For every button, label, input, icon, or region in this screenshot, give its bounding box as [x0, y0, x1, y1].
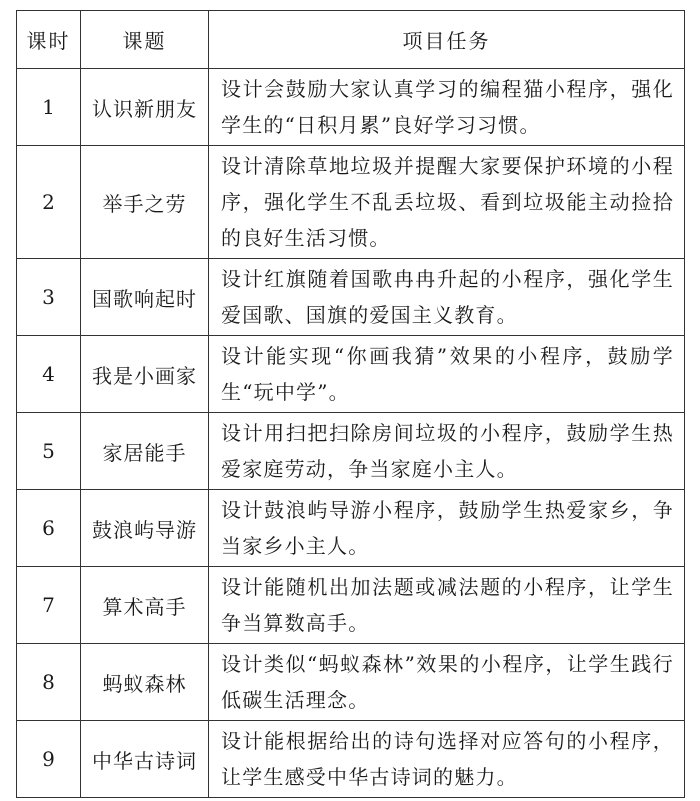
lesson-number: 2: [17, 146, 81, 259]
lesson-topic: 中华古诗词: [81, 721, 209, 798]
lesson-topic: 家居能手: [81, 413, 209, 490]
lesson-topic: 鼓浪屿导游: [81, 490, 209, 567]
lesson-task: 设计类似“蚂蚁森林”效果的小程序，让学生践行低碳生活理念。: [209, 644, 685, 721]
table-row: [17, 567, 685, 644]
lesson-plan-table: [16, 10, 685, 798]
table-row: [17, 490, 685, 567]
table-row: [17, 336, 685, 413]
lesson-task: 设计用扫把扫除房间垃圾的小程序，鼓励学生热爱家庭劳动，争当家庭小主人。: [209, 413, 685, 490]
lesson-task: 设计能根据给出的诗句选择对应答句的小程序，让学生感受中华古诗词的魅力。: [209, 721, 685, 798]
lesson-number: 7: [17, 567, 81, 644]
lesson-number: 5: [17, 413, 81, 490]
lesson-task: 设计红旗随着国歌冉冉升起的小程序，强化学生爱国歌、国旗的爱国主义教育。: [209, 259, 685, 336]
table-row: [17, 721, 685, 798]
lesson-task: 设计会鼓励大家认真学习的编程猫小程序，强化学生的“日积月累”良好学习习惯。: [209, 69, 685, 146]
lesson-task: 设计能实现“你画我猜”效果的小程序，鼓励学生“玩中学”。: [209, 336, 685, 413]
lesson-task: 设计清除草地垃圾并提醒大家要保护环境的小程序，强化学生不乱丢垃圾、看到垃圾能主动捡拾的良好生活习惯。: [209, 146, 685, 259]
table-row: [17, 644, 685, 721]
lesson-topic: 认识新朋友: [81, 69, 209, 146]
lesson-topic: 举手之劳: [81, 146, 209, 259]
lesson-task: 设计能随机出加法题或减法题的小程序，让学生争当算数高手。: [209, 567, 685, 644]
header-lesson: 课时: [17, 11, 81, 69]
lesson-topic: 国歌响起时: [81, 259, 209, 336]
lesson-topic: 我是小画家: [81, 336, 209, 413]
table-header-row: [17, 11, 685, 69]
header-task: 项目任务: [209, 11, 685, 69]
header-topic: 课题: [81, 11, 209, 69]
table-row: [17, 146, 685, 259]
lesson-number: 1: [17, 69, 81, 146]
lesson-number: 3: [17, 259, 81, 336]
lesson-topic: 算术高手: [81, 567, 209, 644]
table-row: [17, 413, 685, 490]
lesson-number: 9: [17, 721, 81, 798]
lesson-task: 设计鼓浪屿导游小程序，鼓励学生热爱家乡，争当家乡小主人。: [209, 490, 685, 567]
lesson-number: 6: [17, 490, 81, 567]
lesson-number: 4: [17, 336, 81, 413]
table-row: [17, 69, 685, 146]
table-row: [17, 259, 685, 336]
lesson-topic: 蚂蚁森林: [81, 644, 209, 721]
lesson-number: 8: [17, 644, 81, 721]
